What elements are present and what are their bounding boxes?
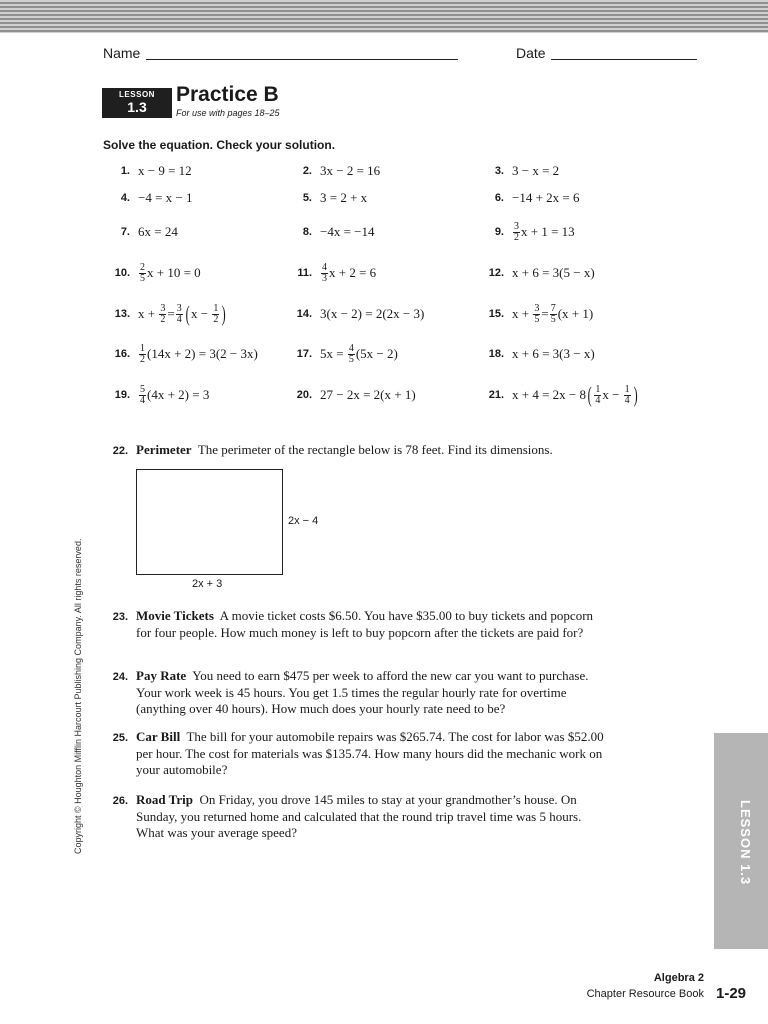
word-problem-24: [103, 668, 603, 716]
date-line: [551, 59, 697, 60]
problem-text: (14x + 2) = 3(2 − 3x): [147, 346, 258, 361]
problem-text: =: [167, 306, 175, 321]
problem-heading: Car Bill: [136, 729, 181, 744]
word-problem-23: [103, 608, 603, 640]
problem-text: (5x − 2): [355, 346, 398, 361]
problem-text: 3(x − 2) = 2(2x − 3): [320, 306, 425, 321]
denominator: 4: [140, 394, 145, 406]
problem-text: x + 6 = 3(3 − x): [512, 346, 595, 361]
problem-text: (x + 1): [557, 306, 594, 321]
problem-text: x +: [512, 306, 530, 321]
problem-text: x + 4 = 2x − 8: [512, 387, 586, 402]
problem-number: 7.: [120, 226, 130, 238]
problem-text: x + 10 = 0: [147, 265, 201, 280]
problem-text: x −: [191, 306, 209, 321]
problem-15: [482, 301, 593, 327]
problem-number: 15.: [488, 308, 504, 320]
problem-20: [290, 382, 416, 408]
fraction: [139, 344, 146, 365]
problem-heading: Road Trip: [136, 792, 193, 807]
problem-text: On Friday, you drove 145 miles to stay at your grandmother’s house. On Sunday, you returned home and calculated that the round trip travel time was 5 hours. What was your average speed?: [136, 792, 582, 840]
problem-text: (4x + 2) = 3: [147, 387, 210, 402]
problem-text: x + 1 = 13: [521, 224, 575, 239]
problem-text: 3 − x = 2: [512, 163, 560, 178]
numerator: 2: [140, 261, 145, 273]
problem-text: You need to earn $475 per week to afford the new car you want to purchase. Your work week is 45 hours. You get 1.5 times the regular hourly rate for overtime (anything over 40 hours). How much does your hourly rate need to be?: [136, 668, 589, 716]
word-problem-25: [103, 729, 604, 777]
problem-text: x −: [602, 387, 620, 402]
denominator: 5: [140, 272, 145, 284]
fraction: [139, 385, 146, 406]
problem-text: 27 − 2x = 2(x + 1): [320, 387, 416, 402]
problem-6: [482, 185, 580, 211]
problem-number: 11.: [297, 267, 312, 279]
problem-number: 14.: [296, 308, 312, 320]
problem-number: 13.: [114, 308, 130, 320]
denominator: 2: [140, 353, 145, 365]
rectangle-side-label: 2x − 4: [288, 515, 319, 527]
problem-number: 16.: [114, 348, 130, 360]
problem-number: 18.: [488, 348, 504, 360]
problem-number: 5.: [302, 192, 312, 204]
left-paren: (: [587, 382, 592, 407]
problem-number: 19.: [114, 389, 130, 401]
footer-resource: Chapter Resource Book: [586, 988, 704, 1000]
word-problem-26: [103, 792, 603, 840]
numerator: 1: [140, 342, 145, 354]
right-paren: ): [222, 301, 227, 326]
fraction: [176, 304, 183, 325]
denominator: 4: [176, 313, 182, 325]
denominator: 4: [595, 394, 601, 406]
numerator: 5: [140, 383, 145, 395]
numerator: 3: [160, 302, 166, 314]
problem-21: [482, 382, 639, 408]
fraction: [321, 263, 328, 284]
problem-11: [290, 260, 376, 286]
header-stripes: [0, 0, 768, 33]
fraction: [550, 304, 557, 325]
name-line: [146, 59, 458, 60]
fraction: [159, 304, 166, 325]
page-title: Practice B: [176, 83, 279, 106]
denominator: 3: [322, 272, 327, 284]
problem-text: 5x =: [320, 346, 344, 361]
rectangle-bottom-label: 2x + 3: [192, 578, 223, 590]
rectangle-figure: [136, 469, 283, 575]
problem-number: 26.: [112, 795, 128, 807]
right-paren: ): [633, 382, 638, 407]
problem-text: −4 = x − 1: [138, 190, 193, 205]
problem-body: [136, 608, 606, 641]
fraction: [594, 385, 601, 406]
numerator: 4: [322, 261, 327, 273]
left-paren: (: [185, 301, 190, 326]
problem-heading: Perimeter: [136, 442, 192, 457]
fraction: [533, 304, 540, 325]
fraction: [212, 304, 219, 325]
problem-number: 1.: [120, 165, 130, 177]
side-tab-label: LESSON 1.3: [738, 800, 753, 886]
problem-body: [136, 668, 606, 718]
problem-text: x + 6 = 3(5 − x): [512, 265, 595, 280]
problem-7: [108, 219, 178, 245]
problem-5: [290, 185, 367, 211]
problem-text: A movie ticket costs $6.50. You have $35.00 to buy tickets and popcorn for four people. How much money is left to buy popcorn after the tickets are paid for?: [136, 608, 594, 640]
problem-heading: Movie Tickets: [136, 608, 214, 623]
denominator: 2: [160, 313, 166, 325]
page-number: 1-29: [716, 985, 747, 1002]
numerator: 7: [550, 302, 556, 314]
problem-number: 20.: [296, 389, 312, 401]
problem-body: [136, 442, 606, 459]
problem-14: [290, 301, 424, 327]
numerator: 3: [534, 302, 540, 314]
problem-number: 9.: [494, 226, 504, 238]
numerator: 3: [176, 302, 182, 314]
lesson-badge: [102, 88, 172, 118]
problem-4: [108, 185, 193, 211]
fraction: [513, 222, 520, 243]
fraction: [139, 263, 146, 284]
problem-heading: Pay Rate: [136, 668, 187, 683]
problem-text: −4x = −14: [320, 224, 375, 239]
problem-text: x − 9 = 12: [138, 163, 192, 178]
problem-8: [290, 219, 375, 245]
denominator: 4: [624, 394, 630, 406]
problem-3: [482, 158, 559, 184]
problem-number: 17.: [296, 348, 312, 360]
numerator: 4: [348, 342, 354, 354]
fraction: [348, 344, 355, 365]
fraction: [624, 385, 631, 406]
problem-number: 21.: [488, 389, 504, 401]
numerator: 1: [595, 383, 601, 395]
problem-number: 12.: [488, 267, 504, 279]
copyright-notice: Copyright © Houghton Mifflin Harcourt Publishing Company. All rights reserved.: [73, 538, 83, 854]
date-label: Date: [516, 45, 546, 61]
problem-number: 3.: [494, 165, 504, 177]
numerator: 1: [213, 302, 219, 314]
problem-17: [290, 341, 398, 367]
problem-text: The bill for your automobile repairs was $265.74. The cost for labor was $52.00 per hour. The cost for materials was $135.74. How many hours did the mechanic work on your automobile?: [136, 729, 604, 777]
denominator: 2: [514, 231, 519, 243]
problem-text: 3 = 2 + x: [320, 190, 368, 205]
problem-number: 8.: [302, 226, 312, 238]
denominator: 5: [550, 313, 556, 325]
problem-text: x + 2 = 6: [329, 265, 377, 280]
problem-number: 22.: [112, 445, 128, 457]
problem-2: [290, 158, 380, 184]
problem-text: =: [541, 306, 549, 321]
problem-1: [108, 158, 192, 184]
denominator: 5: [534, 313, 540, 325]
problem-number: 23.: [112, 611, 128, 623]
problem-16: [108, 341, 258, 367]
denominator: 5: [348, 353, 354, 365]
problem-text: The perimeter of the rectangle below is 78 feet. Find its dimensions.: [197, 442, 553, 457]
problem-12: [482, 260, 595, 286]
word-problem-22: [103, 442, 603, 460]
lesson-badge-number: 1.3: [127, 99, 147, 115]
problem-number: 4.: [120, 192, 130, 204]
page-subtitle: For use with pages 18–25: [176, 108, 280, 118]
problem-text: −14 + 2x = 6: [512, 190, 580, 205]
lesson-badge-label: LESSON: [119, 90, 155, 99]
problem-10: [108, 260, 201, 286]
denominator: 2: [213, 313, 219, 325]
numerator: 3: [514, 220, 519, 232]
name-label: Name: [103, 45, 141, 61]
problem-13: [108, 301, 228, 327]
problem-text: x +: [138, 306, 156, 321]
problem-number: 10.: [114, 267, 130, 279]
problem-number: 6.: [494, 192, 504, 204]
problem-text: 3x − 2 = 16: [320, 163, 381, 178]
problem-body: [136, 792, 606, 842]
problem-18: [482, 341, 595, 367]
numerator: 1: [624, 383, 630, 395]
problem-9: [482, 219, 575, 245]
problem-body: [136, 729, 606, 779]
problem-number: 25.: [112, 732, 128, 744]
problem-number: 2.: [302, 165, 312, 177]
problem-text: 6x = 24: [138, 224, 178, 239]
problem-19: [108, 382, 209, 408]
problem-number: 24.: [112, 671, 128, 683]
instructions: Solve the equation. Check your solution.: [103, 138, 336, 152]
footer-book: Algebra 2: [653, 972, 704, 984]
